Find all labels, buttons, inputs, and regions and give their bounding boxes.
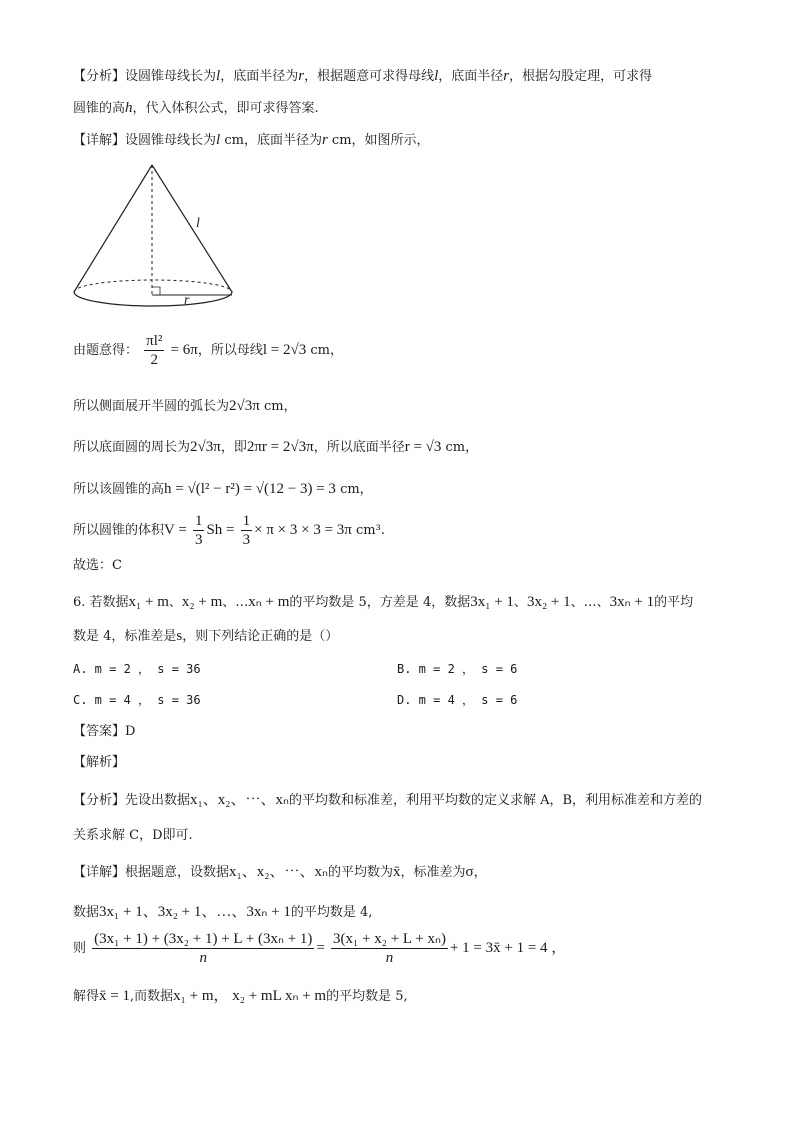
analysis-line-2: 圆锥的高h，代入体积公式，即可求得答案.: [73, 100, 319, 116]
step-5: 所以圆锥的体积V = $\frac{1}{3}$ Sh = $\frac{1}{3}$ × π × 3 × 3 = 3π cm³.: [73, 513, 385, 548]
detail2-line-2: 数据3x₁ + 1、3x₂ + 1、…、3xₙ + 1的平均数是 4,: [73, 904, 373, 920]
analysis2-line-1: 【分析】先设出数据x₁、x₂、⋯、xₙ的平均数和标准差，利用平均数的定义求解 A，B，利用标准差和方差的: [73, 792, 703, 808]
cone-label-l: l: [196, 216, 200, 231]
option-c[interactable]: C. m = 4 ， s = 36: [73, 693, 201, 707]
cone-base-back: [74, 280, 232, 292]
q6-line-1: 6. 若数据x₁ + m、x₂ + m、…xₙ + m的平均数是 5，方差是 4，数据3x₁ + 1、3x₂ + 1、…、3xₙ + 1的平均: [73, 594, 694, 610]
detail-line: 【详解】设圆锥母线长为l cm，底面半径为r cm，如图所示，: [73, 132, 430, 148]
option-a[interactable]: A. m = 2 ， s = 36: [73, 662, 201, 676]
answer-value: D: [125, 724, 136, 739]
analysis-line-1: 【分析】设圆锥母线长为l，底面半径为r，根据题意可求得母线l，底面半径r，根据勾股定理，可求得: [73, 68, 653, 84]
q6-line-2: 数是 4，标准差是s，则下列结论正确的是（）: [73, 628, 339, 644]
explain-tag: 【解析】: [73, 755, 126, 770]
option-d[interactable]: D. m = 4 ， s = 6: [397, 693, 518, 707]
step-1: 由题意得： $\frac{\text{πl²}}{2}$ = 6π，所以母线l = 2√3 cm，: [73, 333, 343, 368]
detail2-line-1: 【详解】根据题意，设数据x₁、x₂、⋯、xₙ的平均数为x̄，标准差为σ，: [73, 864, 487, 880]
step-2: 所以侧面展开半圆的弧长为2√3π cm，: [73, 398, 297, 414]
cone-right-edge: [152, 165, 232, 292]
answer-line: [73, 722, 135, 742]
answer-tag: 【答案】: [73, 724, 126, 739]
cone-base-front: [74, 292, 232, 306]
fraction: $\frac{\text{(3x₁ + 1) + (3x₂ + 1) + L + (3xₙ + 1)}}{n}$: [94, 931, 313, 966]
option-b[interactable]: B. m = 2 ， s = 6: [397, 662, 518, 676]
step-3: 所以底面圆的周长为2√3π，即2πr = 2√3π，所以底面半径r = √3 cm，: [73, 439, 479, 455]
analysis2-line-2: 关系求解 C，D即可.: [73, 828, 193, 843]
step-4: 所以该圆锥的高h = √(l² − r²) = √(12 − 3) = 3 cm，: [73, 481, 373, 497]
detail-tag: 【详解】: [73, 133, 126, 148]
fraction: $\frac{1}{3}$: [194, 513, 203, 548]
fraction: $\frac{\text{3(x₁ + x₂ + L + xₙ)}}{n}$: [333, 931, 446, 966]
fraction: $\frac{\text{πl²}}{2}$: [146, 333, 163, 368]
right-angle-mark: [152, 287, 160, 295]
fraction: $\frac{1}{3}$: [242, 513, 251, 548]
cone-left-edge: [74, 165, 152, 292]
detail2-line-3: 则 $\frac{\text{(3x₁ + 1) + (3x₂ + 1) + L + (3xₙ + 1)}}{n}$ = $\frac{\text{3(x₁ + x₂ + L + xₙ)}}{n}$ + 1 = 3x̄ + 1 = 4 ，: [73, 931, 567, 966]
detail2-line-4: 解得x̄ = 1,而数据x₁ + m， x₂ + mL xₙ + m的平均数是 5,: [73, 988, 408, 1004]
choose-line: 故选：C: [73, 558, 122, 573]
cone-figure: [70, 160, 240, 310]
cone-label-r: r: [184, 293, 190, 308]
analysis-tag: 【分析】: [73, 69, 126, 84]
